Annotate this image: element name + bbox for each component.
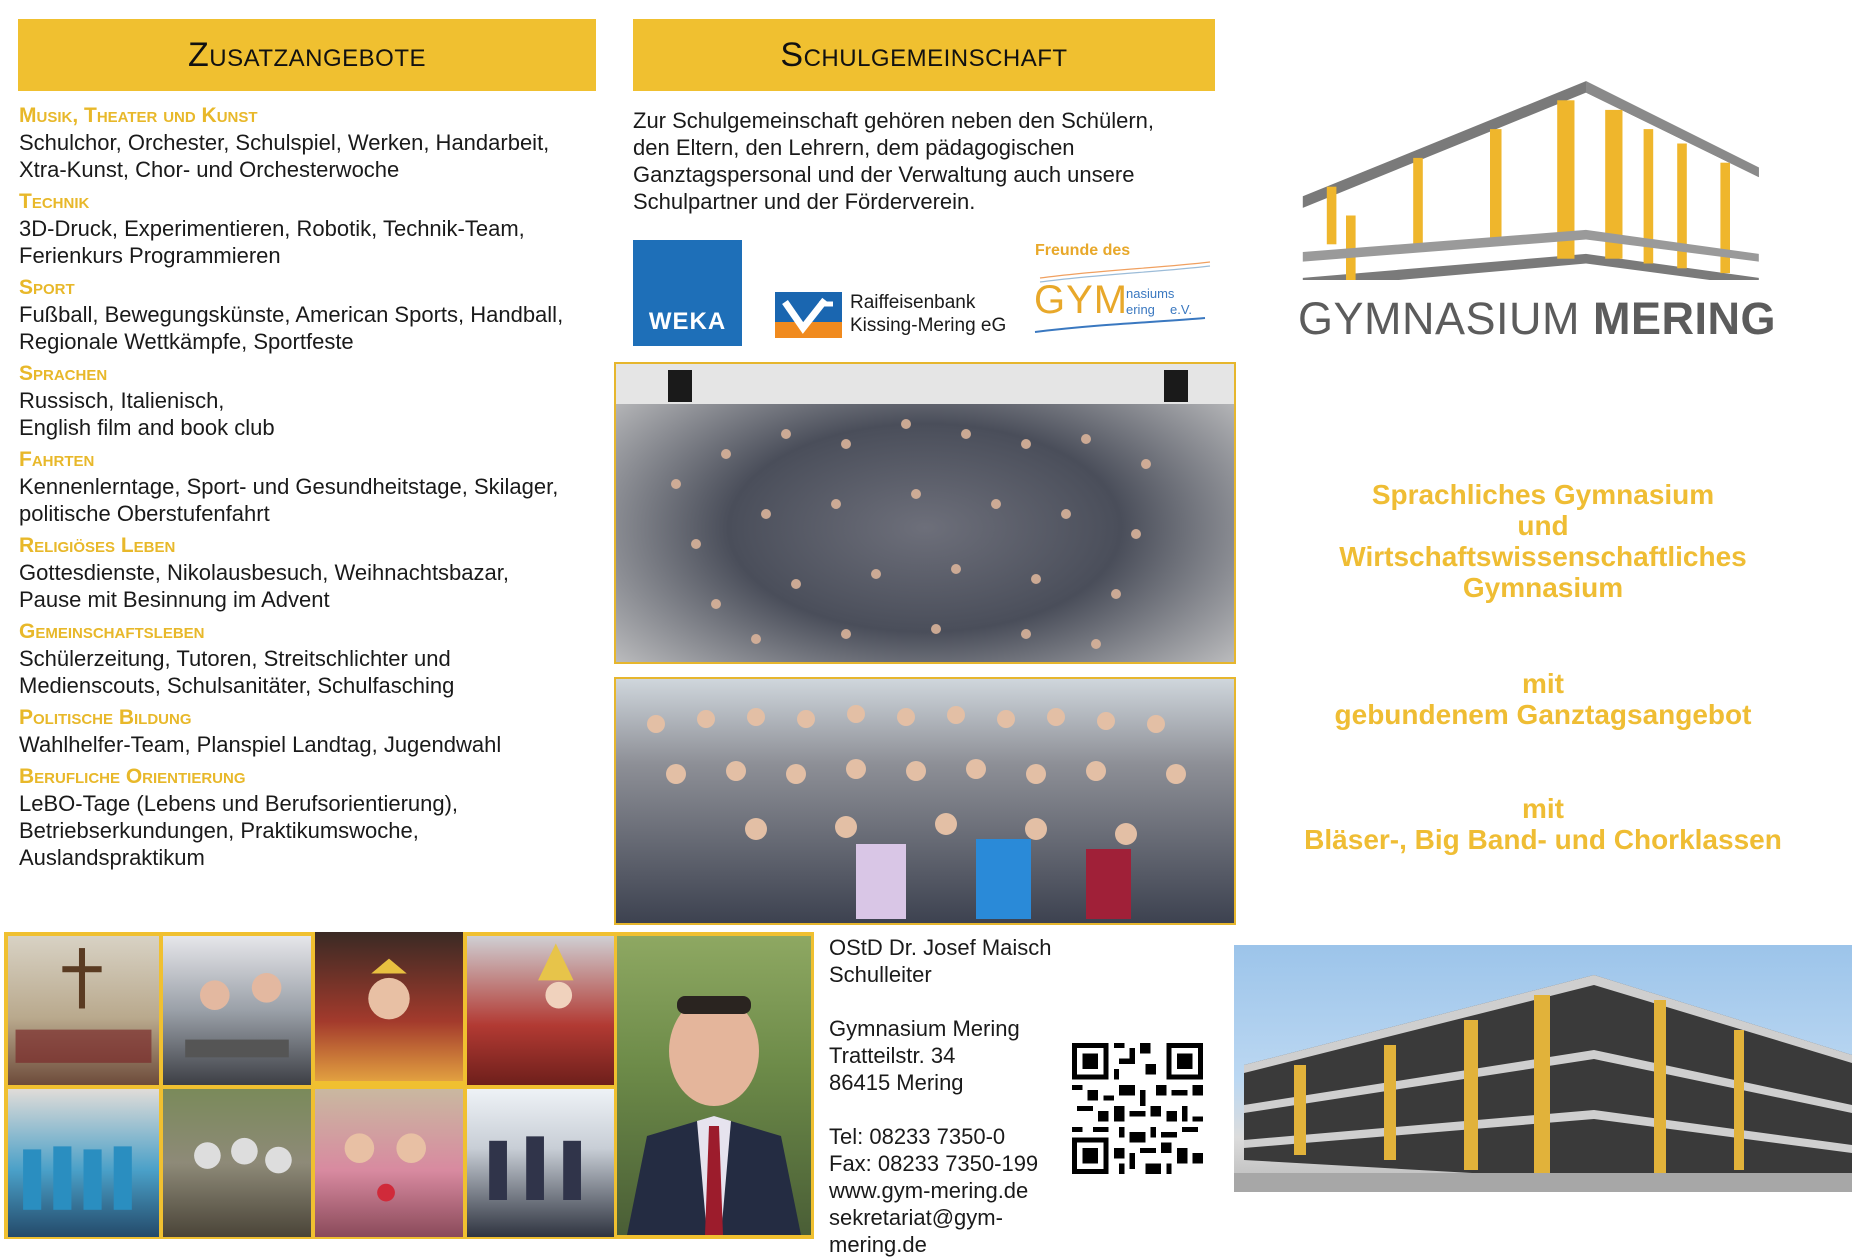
photo-volleyball-team	[8, 1089, 159, 1237]
contact-block	[829, 934, 1089, 1258]
offer-category-title: Politische Bildung	[19, 706, 192, 729]
raiffeisen-name-line1: Raiffeisenbank	[850, 292, 976, 313]
photo-climbing-group	[163, 1089, 311, 1237]
photo-collage	[4, 932, 615, 1239]
school-name: Gymnasium Mering	[829, 1016, 1020, 1041]
offer-category-title: Berufliche Orientierung	[19, 765, 246, 788]
foerderverein-gym-text: GYM	[1034, 278, 1129, 322]
offer-category-title: Gemeinschaftsleben	[19, 620, 205, 643]
profile-line-1: Sprachliches Gymnasium	[1371, 479, 1715, 510]
logo-word-mering: MERING	[1593, 293, 1777, 344]
offer-category	[19, 705, 619, 758]
offer-category-title: Musik, Theater und Kunst	[19, 104, 258, 127]
offer-category-text: Wahlhelfer-Team, Planspiel Landtag, Jugendwahl	[19, 732, 502, 757]
foerderverein-ev-text: e.V.	[1170, 302, 1192, 317]
email-link[interactable]: sekretariat@gym-mering.de	[829, 1205, 1003, 1257]
offer-category	[19, 533, 619, 613]
phone-number: Tel: 08233 7350-0	[829, 1124, 1006, 1149]
photo-ski-camp	[467, 1089, 615, 1237]
headmaster-photo	[614, 932, 814, 1239]
schulgemeinschaft-intro: Zur Schulgemeinschaft gehören neben den Schülern, den Eltern, den Lehrern, dem pädagogischen Ganztagspersonal und der Verwaltung auch unsere Schulpartner und der Förderverein.	[633, 108, 1155, 214]
school-logo-wordmark	[1298, 293, 1798, 345]
music-classes-mit: mit	[1522, 793, 1564, 824]
photo-teacher-staff	[614, 677, 1236, 925]
profile-line-4: Gymnasium	[1462, 572, 1624, 603]
photo-school-building	[1234, 945, 1852, 1192]
offer-category-title: Technik	[19, 190, 90, 213]
offer-category	[19, 275, 619, 355]
school-profile-block	[1290, 479, 1796, 603]
photo-theater-play	[315, 932, 463, 1081]
offer-category-text: 3D-Druck, Experimentieren, Robotik, Technik-Team, Ferienkurs Programmieren	[19, 216, 525, 268]
offer-category-text: Fußball, Bewegungskünste, American Sports, Handball, Regionale Wettkämpfe, Sportfeste	[19, 302, 564, 354]
ganztag-text: gebundenem Ganztagsangebot	[1334, 699, 1752, 730]
offer-category	[19, 764, 619, 871]
raiffeisen-name-line2: Kissing-Mering eG	[850, 315, 1007, 336]
school-city: 86415 Mering	[829, 1070, 964, 1095]
school-logo-icon	[1298, 55, 1778, 280]
foerderverein-ering-text: ering	[1126, 302, 1155, 317]
schulgemeinschaft-title: Schulgemeinschaft	[780, 36, 1068, 74]
offer-category	[19, 103, 619, 183]
schulgemeinschaft-header	[633, 19, 1215, 91]
offer-category	[19, 189, 619, 269]
music-classes-text: Bläser-, Big Band- und Chorklassen	[1304, 824, 1782, 855]
offer-category	[19, 447, 619, 527]
headmaster-role: Schulleiter	[829, 962, 932, 987]
offer-category-text: Russisch, Italienisch, English film and book club	[19, 388, 275, 440]
offer-category-text: Schulchor, Orchester, Schulspiel, Werken, Handarbeit, Xtra-Kunst, Chor- und Orchesterwoche	[19, 130, 550, 182]
fax-number: Fax: 08233 7350-199	[829, 1151, 1039, 1176]
headmaster-name: OStD Dr. Josef Maisch	[829, 935, 1052, 960]
offer-category	[19, 361, 619, 441]
photo-church-stage	[8, 936, 159, 1085]
offer-category-title: Sport	[19, 276, 75, 299]
foerderverein-logo	[1030, 240, 1220, 340]
qr-code-icon[interactable]	[1072, 1043, 1203, 1174]
profile-line-2: und	[1517, 510, 1569, 541]
offer-list	[19, 103, 619, 871]
logo-word-gymnasium: GYMNASIUM	[1298, 293, 1581, 344]
music-classes-block	[1290, 793, 1796, 855]
offer-category-text: Gottesdienste, Nikolausbesuch, Weihnachtsbazar, Pause mit Besinnung im Advent	[19, 560, 509, 612]
zusatzangebote-header	[18, 19, 596, 91]
offer-category-title: Fahrten	[19, 448, 95, 471]
school-street: Tratteilstr. 34	[829, 1043, 956, 1068]
ganztag-block	[1290, 668, 1796, 730]
photo-robotics-kids	[163, 936, 311, 1085]
foerderverein-top-text: Freunde des	[1035, 242, 1131, 259]
website-link[interactable]: www.gym-mering.de	[829, 1178, 1029, 1203]
photo-kids-hearts	[315, 1089, 463, 1237]
raiffeisen-logo	[775, 292, 1015, 342]
offer-category-title: Religiöses Leben	[19, 534, 176, 557]
photo-student-assembly	[614, 362, 1236, 664]
weka-logo-text: WEKA	[648, 308, 727, 335]
offer-category-text: LeBO-Tage (Lebens und Berufsorientierung), Betriebserkundungen, Praktikumswoche, Auslandspraktikum	[19, 791, 459, 870]
raiffeisen-mark-icon	[775, 292, 842, 338]
ganztag-mit: mit	[1522, 668, 1564, 699]
offer-category	[19, 619, 619, 699]
offer-category-text: Schülerzeitung, Tutoren, Streitschlichter und Medienscouts, Schulsanitäter, Schulfasching	[19, 646, 455, 698]
weka-logo	[633, 240, 742, 346]
profile-line-3: Wirtschaftswissenschaftliches	[1339, 541, 1747, 572]
zusatzangebote-title: Zusatzangebote	[187, 36, 426, 74]
photo-nikolaus-visit	[467, 936, 615, 1085]
foerderverein-nasiums-text: nasiums	[1126, 286, 1175, 301]
offer-category-title: Sprachen	[19, 362, 108, 385]
offer-category-text: Kennenlerntage, Sport- und Gesundheitstage, Skilager, politische Oberstufenfahrt	[19, 474, 559, 526]
